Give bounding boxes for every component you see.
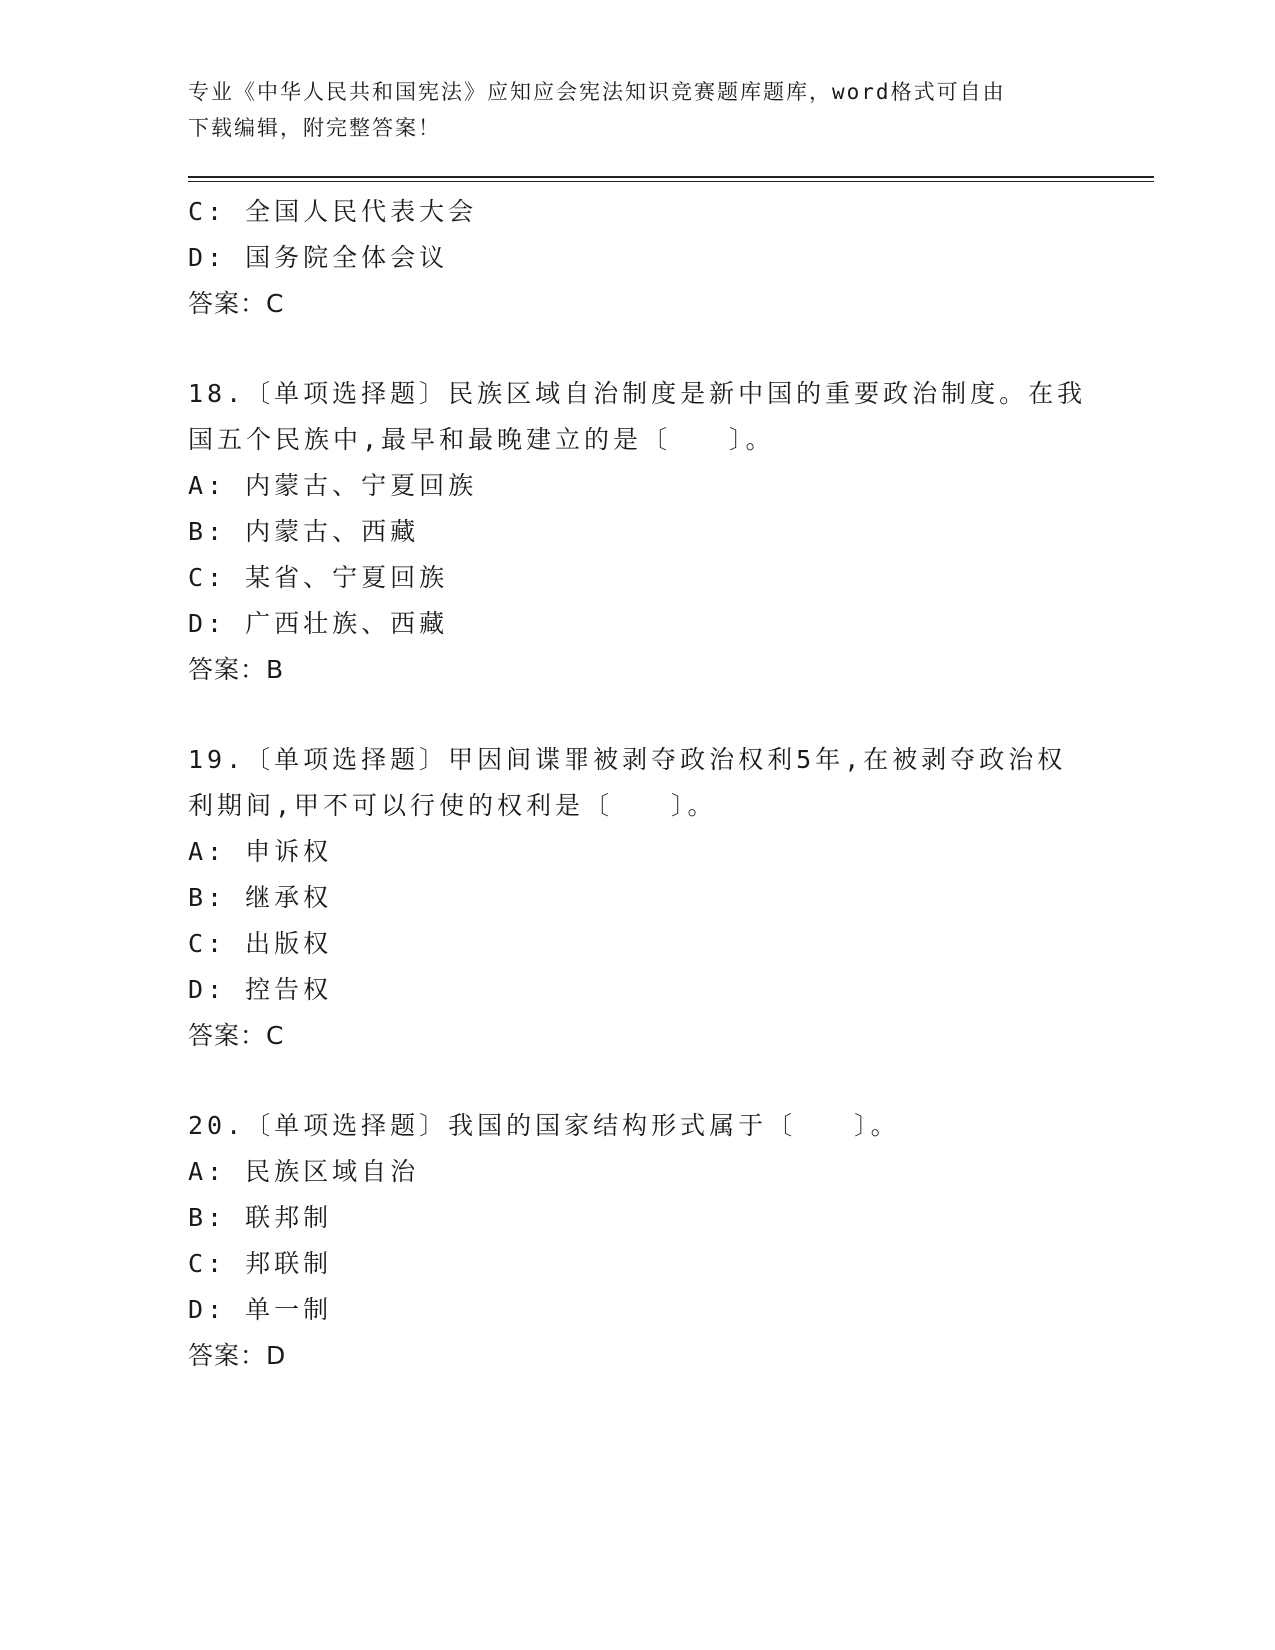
question-stem-line-2: 利期间,甲不可以行使的权利是〔 〕。	[188, 791, 717, 820]
question-18	[188, 371, 1088, 693]
document-body	[188, 189, 1088, 1379]
option-d: D: 广西壮族、西藏	[188, 609, 449, 638]
answer-line: 答案：C	[188, 289, 285, 318]
option-c: C: 全国人民代表大会	[188, 197, 478, 226]
option-c: C: 出版权	[188, 929, 333, 958]
option-c: C: 某省、宁夏回族	[188, 563, 449, 592]
answer-line: 答案：C	[188, 1021, 285, 1050]
header-divider	[188, 176, 1154, 182]
option-a: A: 民族区域自治	[188, 1157, 420, 1186]
answer-line: 答案：D	[188, 1341, 287, 1370]
option-a: A: 内蒙古、宁夏回族	[188, 471, 478, 500]
question-stem-line-2: 国五个民族中,最早和最晚建立的是〔 〕。	[188, 425, 775, 454]
option-b: B: 继承权	[188, 883, 333, 912]
option-d: D: 控告权	[188, 975, 333, 1004]
answer-line: 答案：B	[188, 655, 285, 684]
question-19	[188, 737, 1088, 1059]
header-line-2: 下载编辑，附完整答案！	[188, 116, 441, 140]
question-20	[188, 1103, 1088, 1379]
option-d: D: 国务院全体会议	[188, 243, 449, 272]
option-b: B: 内蒙古、西藏	[188, 517, 420, 546]
header-line-1: 专业《中华人民共和国宪法》应知应会宪法知识竞赛题库题库，word格式可自由	[188, 80, 1006, 104]
previous-question-tail	[188, 189, 1088, 327]
option-c: C: 邦联制	[188, 1249, 333, 1278]
question-stem-line-1: 18.〔单项选择题〕民族区域自治制度是新中国的重要政治制度。在我	[188, 379, 1087, 408]
option-b: B: 联邦制	[188, 1203, 333, 1232]
option-d: D: 单一制	[188, 1295, 333, 1324]
page-header	[188, 74, 1088, 146]
question-stem-line-1: 19.〔单项选择题〕甲因间谍罪被剥夺政治权利5年,在被剥夺政治权	[188, 745, 1067, 774]
option-a: A: 申诉权	[188, 837, 333, 866]
question-stem-line-1: 20.〔单项选择题〕我国的国家结构形式属于〔 〕。	[188, 1111, 900, 1140]
